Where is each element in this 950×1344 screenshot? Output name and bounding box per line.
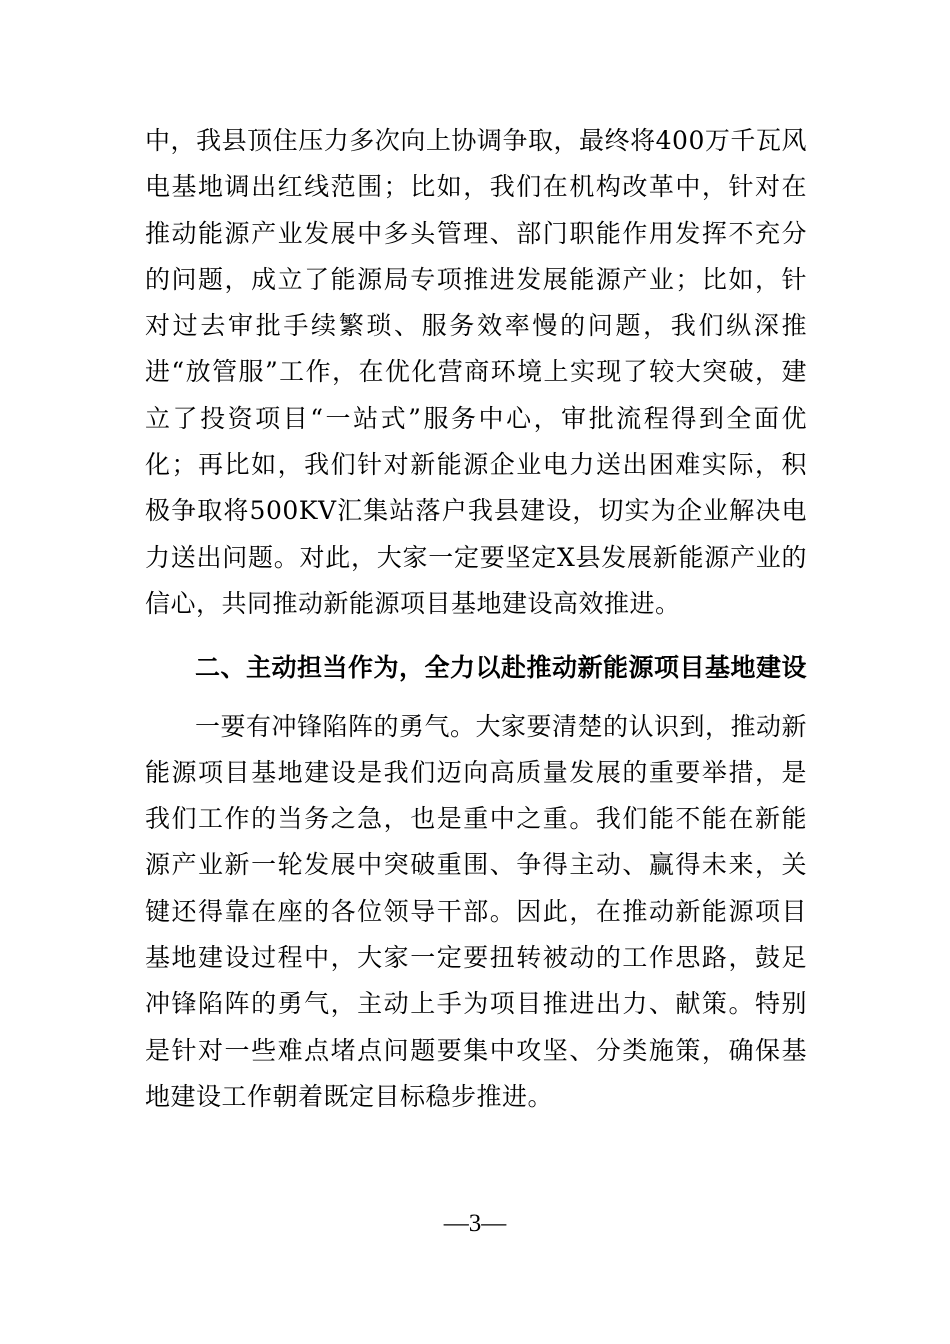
section-heading: 二、主动担当作为，全力以赴推动新能源项目基地建设: [195, 653, 808, 683]
document-body: [145, 118, 807, 1120]
continued-paragraph: 中，我县顶住压力多次向上协调争取，最终将400万千瓦风电基地调出红线范围；比如，我们在机构改革中，针对在推动能源产业发展中多头管理、部门职能作用发挥不充分的问题，成立了能源局专项推进发展能源产业；比如，针对过去审批手续繁琐、服务效率慢的问题，我们纵深推进“放管服”工作，在优化营商环境上实现了较大突破，建立了投资项目“一站式”服务中心，审批流程得到全面优化；再比如，我们针对新能源企业电力送出困难实际，积极争取将500KV汇集站落户我县建设，切实为企业解决电力送出问题。对此，大家一定要坚定X县发展新能源产业的信心，共同推动新能源项目基地建设高效推进。: [145, 126, 807, 618]
page-number: —3—: [443, 1210, 507, 1237]
section-paragraph: 一要有冲锋陷阵的勇气。大家要清楚的认识到，推动新能源项目基地建设是我们迈向高质量发展的重要举措，是我们工作的当务之急，也是重中之重。我们能不能在新能源产业新一轮发展中突破重围、争得主动、赢得未来，关键还得靠在座的各位领导干部。因此，在推动新能源项目基地建设过程中，大家一定要扭转被动的工作思路，鼓足冲锋陷阵的勇气，主动上手为项目推进出力、献策。特别是针对一些难点堵点问题要集中攻坚、分类施策，确保基地建设工作朝着既定目标稳步推进。: [145, 711, 808, 1111]
